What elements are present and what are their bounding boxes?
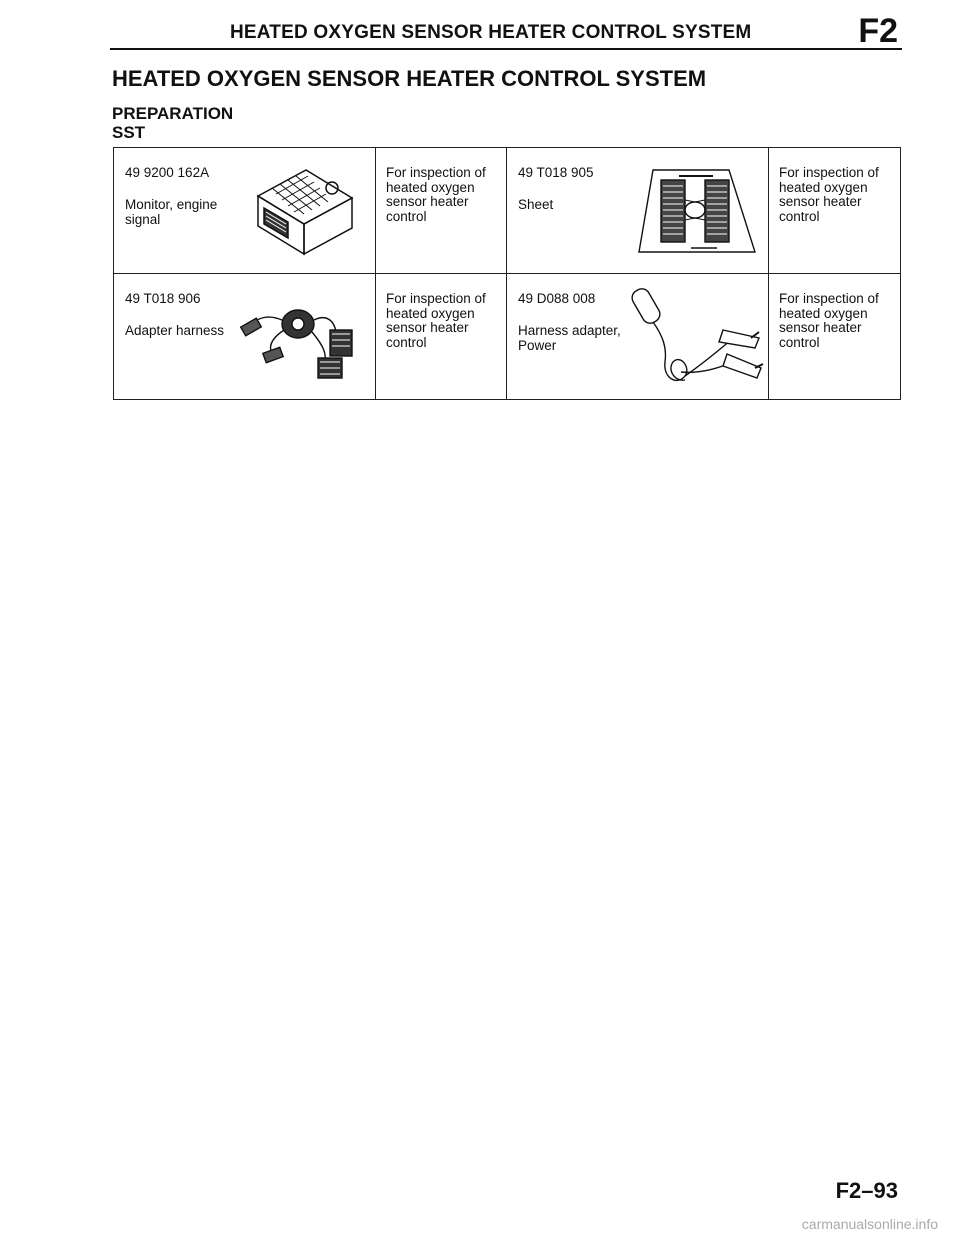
tool-number: 49 9200 162A (125, 165, 210, 180)
tool-name: Sheet (518, 197, 554, 212)
table-row (114, 274, 901, 400)
tool-use-cell (376, 148, 507, 274)
sst-table (113, 147, 901, 400)
sheet-icon (633, 160, 759, 264)
tool-number: 49 T018 905 (518, 165, 594, 180)
tool-use-cell (769, 148, 901, 274)
page-number: F2–93 (835, 1178, 898, 1203)
adapter-harness-icon (238, 284, 364, 388)
header-title: HEATED OXYGEN SENSOR HEATER CONTROL SYSTEM (230, 22, 752, 43)
tool-use: For inspection of heated oxygen sensor heater control (779, 291, 879, 350)
tool-cell (507, 148, 769, 274)
tool-use-cell (376, 274, 507, 400)
section-heading: PREPARATION (112, 104, 234, 123)
tool-name: Harness adapter, Power (518, 323, 621, 353)
monitor-box-icon (248, 158, 358, 258)
tool-cell (507, 274, 769, 400)
page-title: HEATED OXYGEN SENSOR HEATER CONTROL SYSTEM (112, 66, 707, 91)
section-subheading: SST (112, 123, 146, 142)
tool-cell (114, 274, 376, 400)
tool-name: Monitor, engine signal (125, 197, 218, 227)
table-row (114, 148, 901, 274)
tool-use: For inspection of heated oxygen sensor heater control (386, 291, 486, 350)
tool-use-cell (769, 274, 901, 400)
tool-cell (114, 148, 376, 274)
section-code: F2 (858, 12, 898, 50)
tool-number: 49 T018 906 (125, 291, 201, 306)
tool-number: 49 D088 008 (518, 291, 596, 306)
tool-name: Adapter harness (125, 323, 225, 338)
watermark: carmanualsonline.info (801, 1216, 938, 1232)
tool-use: For inspection of heated oxygen sensor heater control (779, 165, 879, 224)
tool-use: For inspection of heated oxygen sensor heater control (386, 165, 486, 224)
power-harness-icon (619, 282, 765, 394)
page-header (110, 14, 902, 50)
